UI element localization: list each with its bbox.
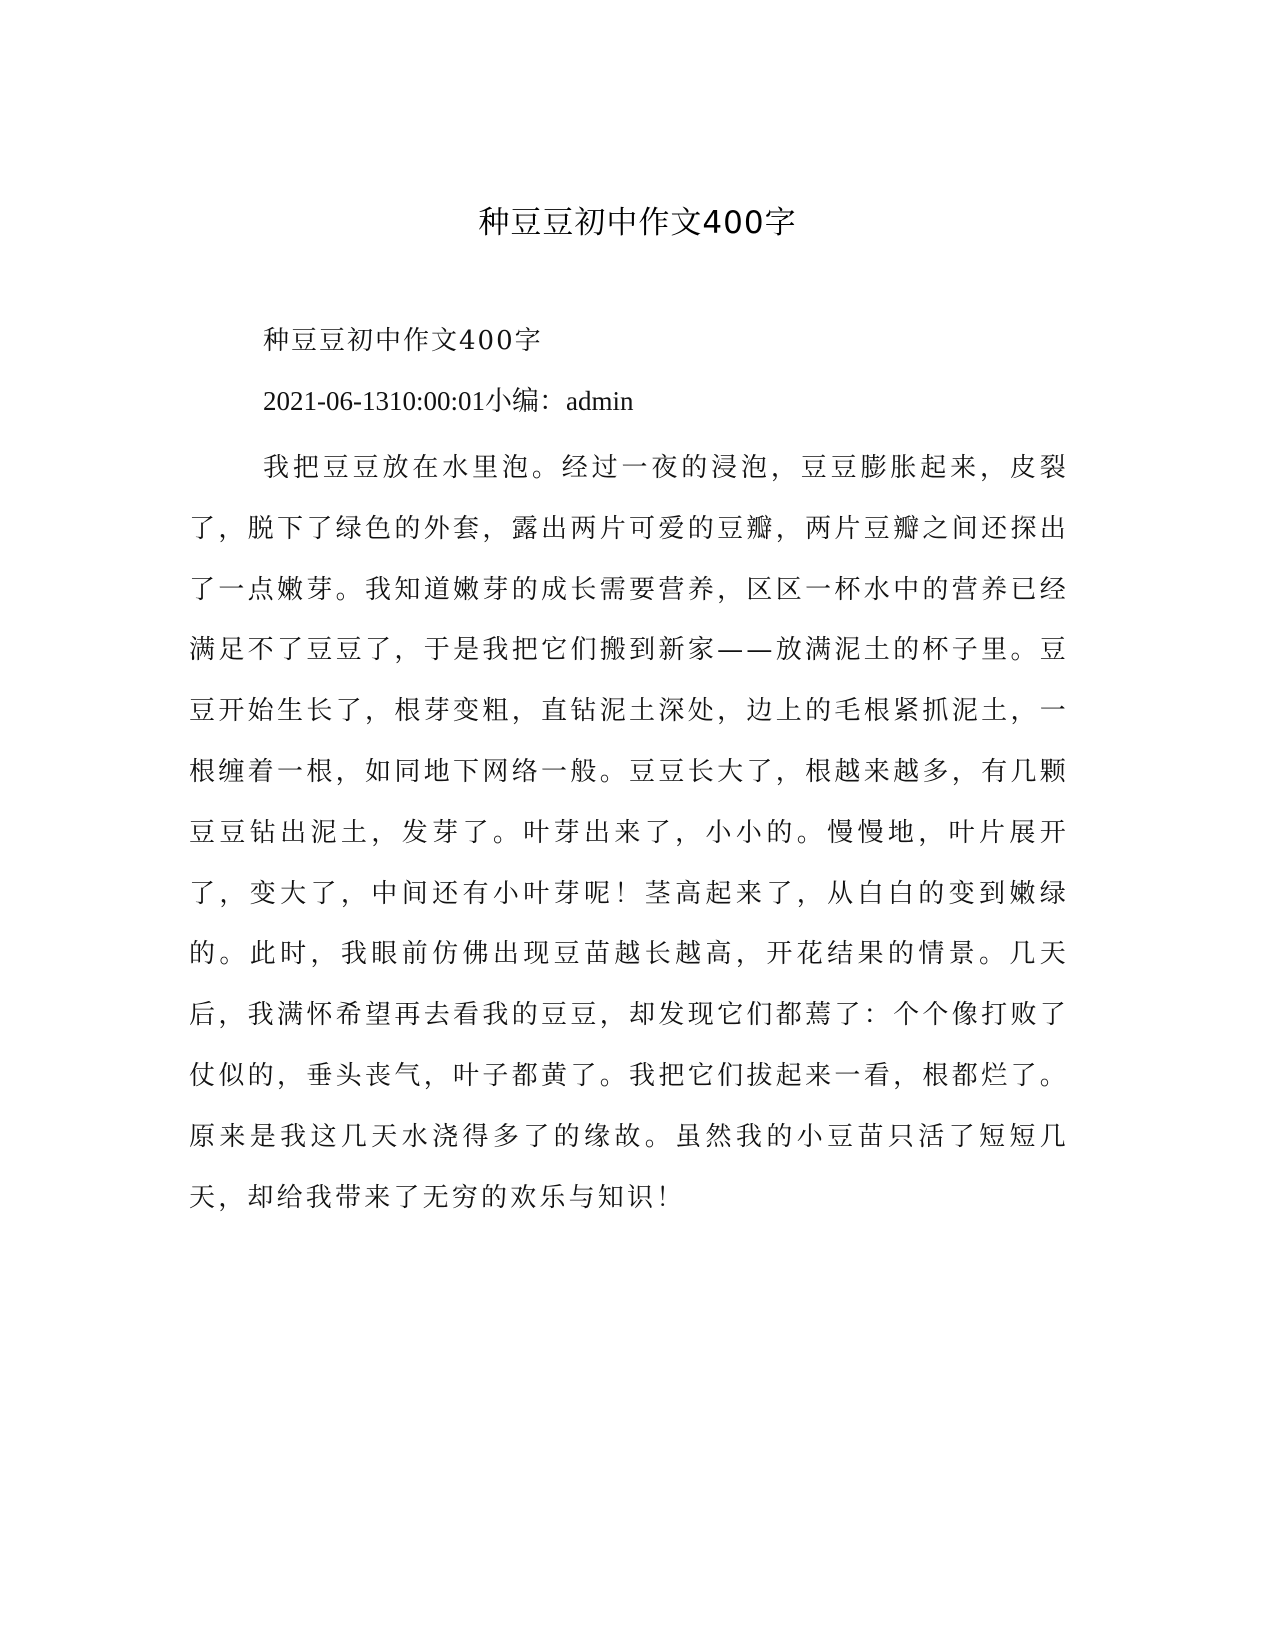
essay-paragraph: 我把豆豆放在水里泡。经过一夜的浸泡，豆豆膨胀起来，皮裂了，脱下了绿色的外套，露出两片可爱的豆瓣，两片豆瓣之间还探出了一点嫩芽。我知道嫩芽的成长需要营养，区区一杯水中的营养已经满足不了豆豆了，于是我把它们搬到新家——放满泥土的杯子里。豆豆开始生长了，根芽变粗，直钻泥土深处，边上的毛根紧抓泥土，一根缠着一根，如同地下网络一般。豆豆长大了，根越来越多，有几颗豆豆钻出泥土，发芽了。叶芽出来了，小小的。慢慢地，叶片展开了，变大了，中间还有小叶芽呢！茎高起来了，从白白的变到嫩绿的。此时，我眼前仿佛出现豆苗越长越高，开花结果的情景。几天后，我满怀希望再去看我的豆豆，却发现它们都蔫了：个个像打败了仗似的，垂头丧气，叶子都黄了。我把它们拔起来一看，根都烂了。原来是我这几天水浇得多了的缘故。虽然我的小豆苗只活了短短几天，却给我带来了无穷的欢乐与知识！	[189, 453, 1069, 1213]
document-title: 种豆豆初中作文400字	[478, 205, 797, 241]
document-subtitle: 种豆豆初中作文400字	[263, 326, 543, 356]
publish-meta: 2021-06-1310:00:01小编：admin	[263, 386, 634, 416]
document-content	[189, 318, 1069, 1228]
